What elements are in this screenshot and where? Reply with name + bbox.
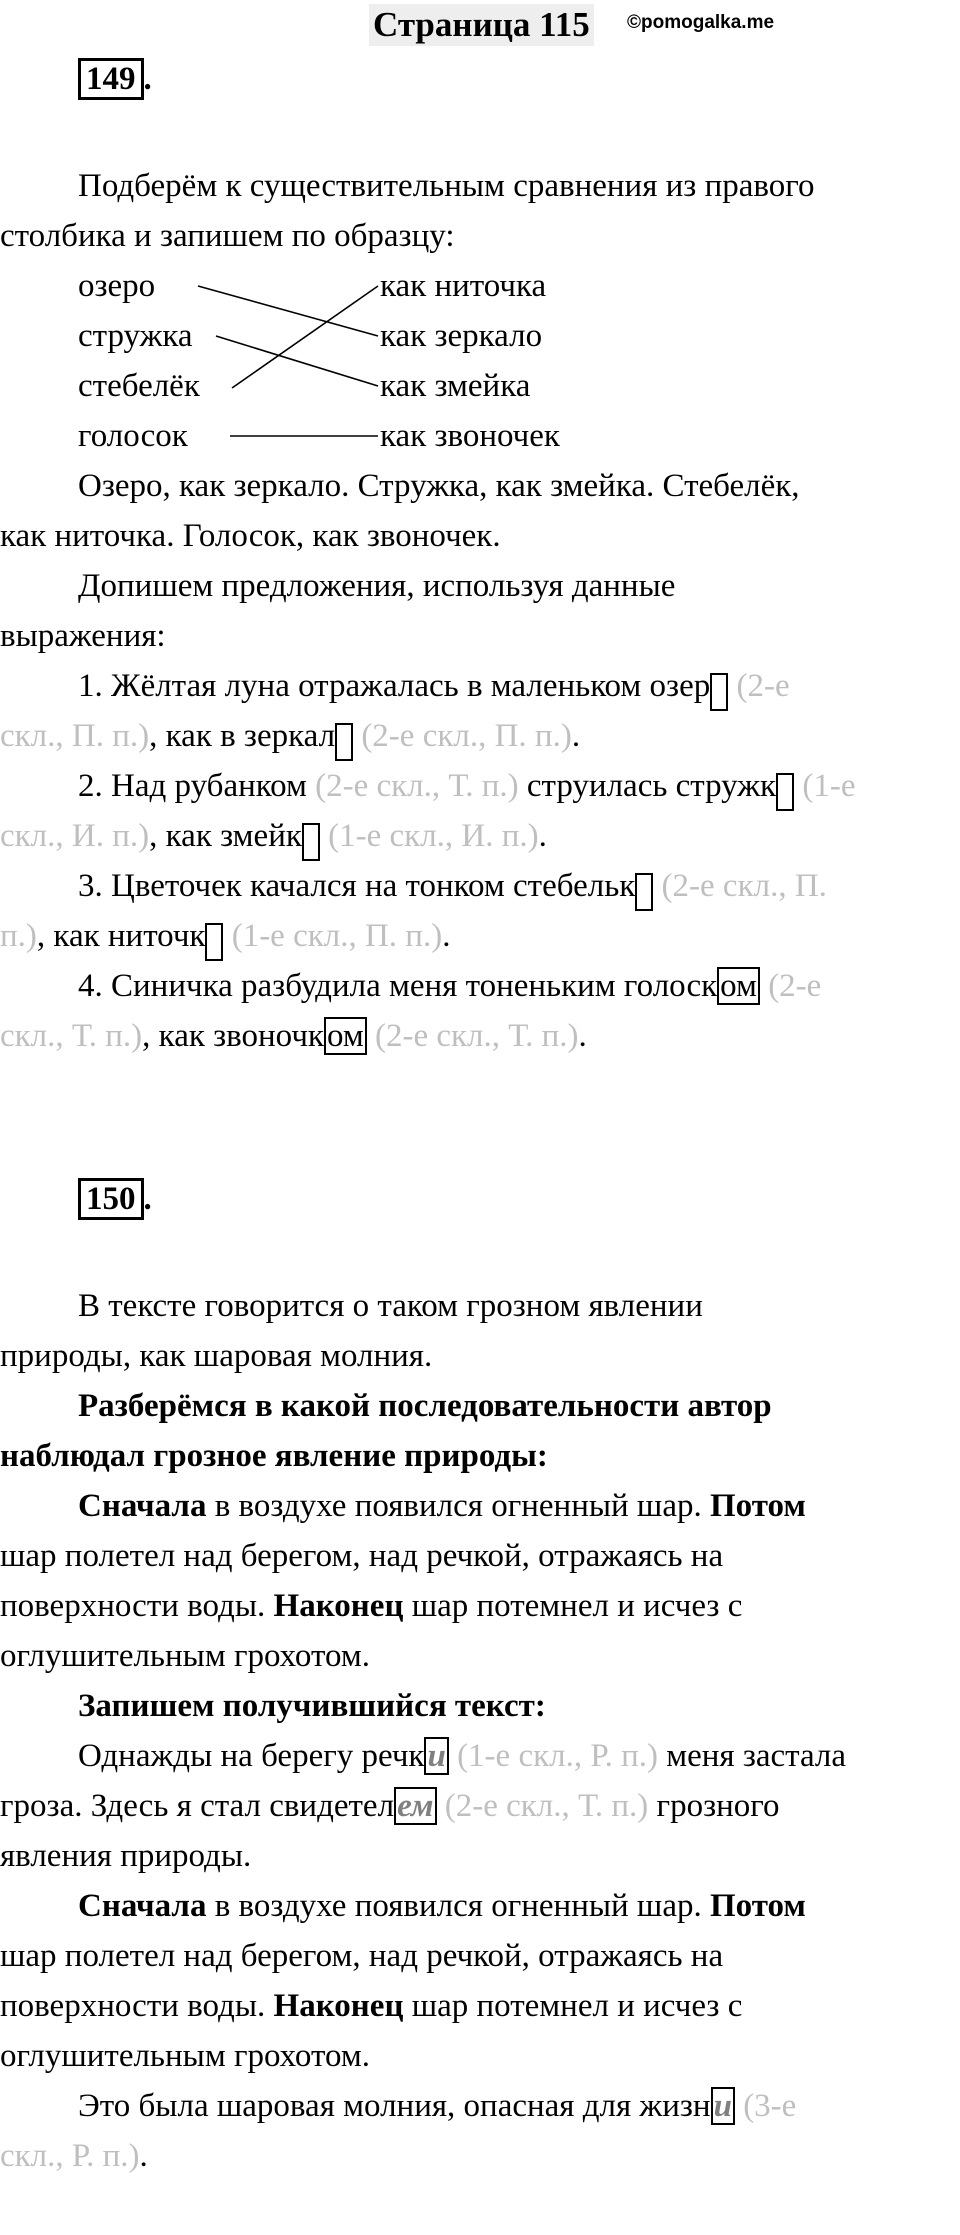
sentence-4-line1: 4. Синичка разбудила меня тоненьким голоском (2-е — [78, 968, 822, 1004]
sentence-3-line2: п.), как ниточк (1-е скл., П. п.). — [0, 914, 450, 961]
sequence2-line4: оглушительным грохотом. — [0, 2038, 370, 2074]
sequence2-line3: поверхности воды. Наконец шар потемнел и исчез с — [0, 1988, 743, 2024]
ex149-answer-line2: как ниточка. Голосок, как звоночек. — [0, 518, 501, 554]
ending-box — [205, 923, 223, 961]
ending-box: и — [711, 2087, 735, 2125]
ending-box — [335, 723, 353, 761]
ex150-heading2: Запишем получившийся текст: — [78, 1688, 546, 1724]
ex149-intro-line2: столбика и запишем по образцу: — [0, 218, 455, 254]
ex150-intro-line2: природы, как шаровая молния. — [0, 1338, 433, 1374]
ending-box — [776, 773, 794, 811]
sentence-1-line2: скл., П. п.), как в зеркал (2-е скл., П. п.). — [0, 714, 580, 761]
sequence1-line4: оглушительным грохотом. — [0, 1638, 370, 1674]
right-phrase-zmeyka: как змейка — [380, 368, 531, 404]
exercise-number-150: 150 . — [78, 1178, 152, 1220]
sequence1-line3: поверхности воды. Наконец шар потемнел и исчез с — [0, 1588, 743, 1624]
left-word-golosok: голосок — [78, 418, 188, 454]
ex150-intro-line1: В тексте говорится о таком грозном явлении — [78, 1288, 703, 1324]
match-line-ozero-zerkalo — [198, 286, 378, 336]
ending-box — [302, 823, 320, 861]
left-word-struzhka: стружка — [78, 318, 193, 354]
ending-box: ем — [394, 1787, 436, 1825]
page-title: Страница 115 — [369, 4, 594, 46]
right-phrase-zerkalo: как зеркало — [380, 318, 543, 354]
result-line3: явления природы. — [0, 1838, 252, 1874]
exercise-number-149: 149 . — [78, 58, 152, 100]
ex149-task-line2: выражения: — [0, 618, 166, 654]
ending-box — [710, 673, 728, 711]
site-watermark: ©pomogalka.me — [627, 12, 775, 33]
final-line1: Это была шаровая молния, опасная для жизни (3-е — [78, 2088, 797, 2124]
ex149-intro-line1: Подберём к существительным сравнения из правого — [78, 168, 815, 204]
sentence-1-line1: 1. Жёлтая луна отражалась в маленьком озер (2-е — [78, 664, 790, 711]
sentence-2-line1: 2. Над рубанком (2-е скл., Т. п.) струилась стружк (1-е — [78, 764, 855, 811]
result-line2: гроза. Здесь я стал свидетелем (2-е скл., Т. п.) грозного — [0, 1788, 780, 1824]
ending-box — [635, 873, 653, 911]
sentence-3-line1: 3. Цветочек качался на тонком стебельк (2-е скл., П. — [78, 864, 827, 911]
sequence2-line2: шар полетел над берегом, над речкой, отражаясь на — [0, 1938, 724, 1974]
sequence2-line1: Сначала в воздухе появился огненный шар. Потом — [78, 1888, 806, 1924]
left-word-stebelek: стебелёк — [78, 368, 200, 404]
sequence1-line1: Сначала в воздухе появился огненный шар. Потом — [78, 1488, 806, 1524]
ex149-answer-line1: Озеро, как зеркало. Стружка, как змейка. Стебелёк, — [78, 468, 800, 504]
left-word-ozero: озеро — [78, 268, 156, 304]
sentence-4-line2: скл., Т. п.), как звоночком (2-е скл., Т. п.). — [0, 1018, 587, 1054]
right-phrase-nitochka: как ниточка — [380, 268, 547, 304]
sentence-2-line2: скл., И. п.), как змейк (1-е скл., И. п.). — [0, 814, 547, 861]
result-line1: Однажды на берегу речки (1-е скл., Р. п.) меня застала — [78, 1738, 847, 1774]
match-line-stebelek-nitochka — [232, 286, 378, 388]
final-line2: скл., Р. п.). — [0, 2138, 148, 2174]
ex150-heading1-line1: Разберёмся в какой последовательности автор — [78, 1388, 772, 1424]
ending-box: ом — [324, 1017, 367, 1055]
ending-box: и — [424, 1737, 448, 1775]
sequence1-line2: шар полетел над берегом, над речкой, отражаясь на — [0, 1538, 724, 1574]
ex149-task-line1: Допишем предложения, используя данные — [78, 568, 676, 604]
ex150-heading1-line2: наблюдал грозное явление природы: — [0, 1438, 548, 1474]
match-line-struzhka-zmeyka — [216, 336, 378, 386]
right-phrase-zvonochek: как звоночек — [380, 418, 560, 454]
ending-box: ом — [717, 967, 760, 1005]
